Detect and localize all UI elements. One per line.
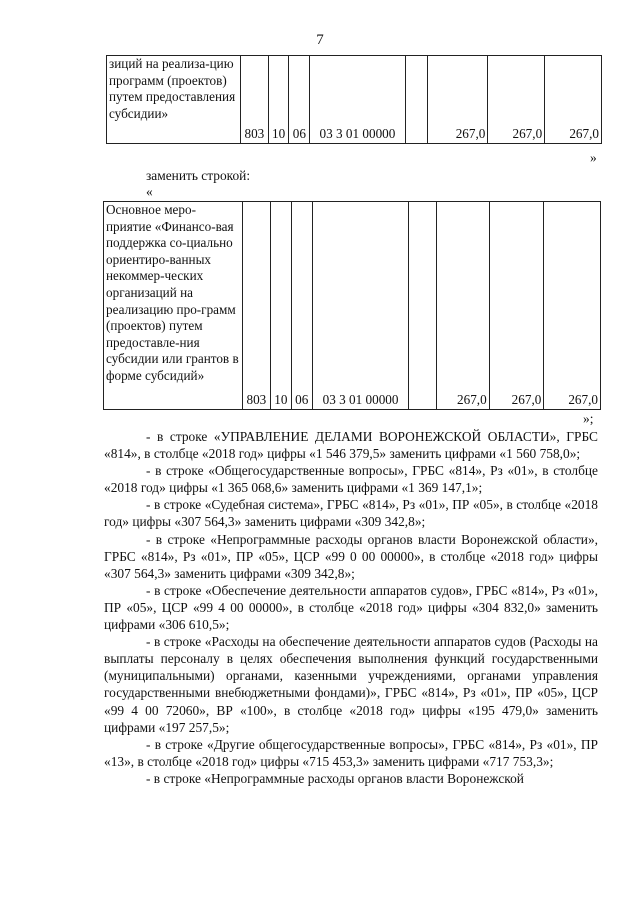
opening-quote: « xyxy=(146,184,153,199)
cell-vr xyxy=(409,202,437,410)
cell-value-1: 267,0 xyxy=(437,202,490,410)
amendment-paragraph: - в строке «Другие общегосударственные вопросы», ГРБС «814», Рз «01», ПР «13», в столбце «2018 год» цифры «715 453,3» заменить цифрами «717 753,3»; xyxy=(104,736,598,769)
cell-csr: 03 3 01 00000 xyxy=(312,202,409,410)
amendment-paragraph: - в строке «Расходы на обеспечение деятельности аппаратов судов (Расходы на выплаты персоналу в целях обеспечения выполнения функций государственными (муниципальными) органами, казенными учреждениями, органами управления государственными внебюджетными фондами)», ГРБС «814», Рз «01», ПР «05», ЦСР «99 4 00 72060», ВР «100», в столбце «2018 год» цифры «195 479,0» заменить цифрами «197 257,5»; xyxy=(104,634,598,735)
table-row xyxy=(104,202,601,410)
row-description: зиций на реализа-цию программ (проектов) путем предоставления субсидии» xyxy=(107,56,241,144)
amendment-paragraph: - в строке «Непрограммные расходы органов власти Воронежской xyxy=(146,770,524,786)
amendment-paragraph: - в строке «Непрограммные расходы органов власти Воронежской области», ГРБС «814», Рз «01», ПР «05», ЦСР «99 0 00 00000», в столбце «2018 год» цифры «307 564,3» заменить цифрами «309 342,8»; xyxy=(104,531,598,581)
page-number: 7 xyxy=(316,32,324,48)
cell-value-3: 267,0 xyxy=(545,56,602,144)
cell-value-2: 267,0 xyxy=(489,202,544,410)
cell-value-2: 267,0 xyxy=(488,56,545,144)
cell-grbs: 803 xyxy=(242,202,270,410)
table-row xyxy=(107,56,602,144)
cell-value-1: 267,0 xyxy=(427,56,487,144)
budget-table-old-row xyxy=(106,55,602,144)
cell-pr: 06 xyxy=(289,56,310,144)
closing-quote: »; xyxy=(583,411,594,426)
cell-pr: 06 xyxy=(291,202,312,410)
amendment-paragraph: - в строке «Обеспечение деятельности аппаратов судов», ГРБС «814», Рз «01», ПР «05», ЦСР «99 4 00 00000», в столбце «2018 год» цифры «304 832,0» заменить цифрами «306 610,5»; xyxy=(104,582,598,633)
budget-table-new-row xyxy=(103,201,601,410)
cell-vr xyxy=(405,56,427,144)
amendment-paragraph: - в строке «Общегосударственные вопросы», ГРБС «814», Рз «01», в столбце «2018 год» цифры «1 365 068,6» заменить цифрами «1 369 147,1»; xyxy=(104,463,598,496)
replace-label: заменить строкой: xyxy=(146,168,251,183)
cell-rz: 10 xyxy=(268,56,289,144)
closing-quote: » xyxy=(590,150,597,165)
amendments-text xyxy=(104,428,598,787)
amendment-paragraph: - в строке «Судебная система», ГРБС «814», Рз «01», ПР «05», в столбце «2018 год» цифры «307 564,3» заменить цифрами «309 342,8»; xyxy=(104,497,598,530)
cell-value-3: 267,0 xyxy=(544,202,601,410)
cell-rz: 10 xyxy=(270,202,291,410)
cell-csr: 03 3 01 00000 xyxy=(310,56,406,144)
cell-grbs: 803 xyxy=(241,56,269,144)
amendment-paragraph: - в строке «УПРАВЛЕНИЕ ДЕЛАМИ ВОРОНЕЖСКОЙ ОБЛАСТИ», ГРБС «814», в столбце «2018 год» цифры «1 546 379,5» заменить цифрами «1 560 758,0»; xyxy=(104,429,598,462)
row-description: Основное меро-приятие «Финансо-вая поддержка со-циально ориентиро-ванных некоммер-ческих организаций на реализацию про-грамм (проектов) путем предоставле-ния субсидии или грантов в форме субсидий» xyxy=(104,202,243,410)
